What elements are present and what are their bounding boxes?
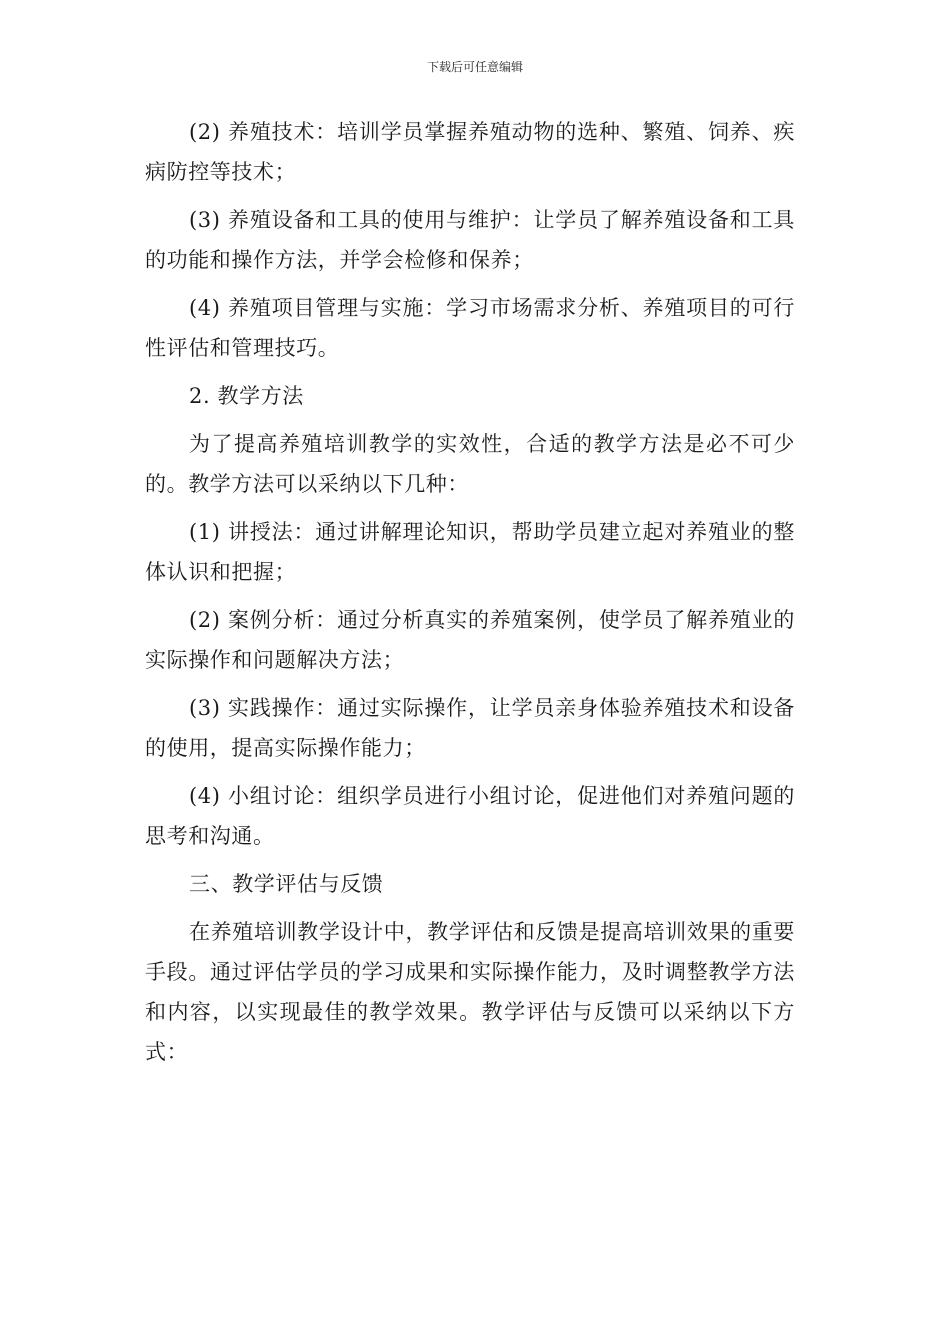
section-heading-evaluation: 三、教学评估与反馈 (189, 872, 384, 896)
paragraph-project-management: (4) 养殖项目管理与实施：学习市场需求分析、养殖项目的可行性评估和管理技巧。 (145, 296, 795, 360)
paragraph-group-discussion: (4) 小组讨论：组织学员进行小组讨论，促进他们对养殖问题的思考和沟通。 (145, 784, 795, 848)
document-body (145, 112, 795, 1080)
paragraph-lecture-method: (1) 讲授法：通过讲解理论知识，帮助学员建立起对养殖业的整体认识和把握； (145, 520, 795, 584)
page-header: 下载后可任意编辑 (426, 60, 523, 74)
paragraph-evaluation-intro: 在养殖培训教学设计中，教学评估和反馈是提高培训效果的重要手段。通过评估学员的学习成果和实际操作能力，及时调整教学方法和内容，以实现最佳的教学效果。教学评估与反馈可以采纳以下方式： (145, 920, 795, 1064)
paragraph-breeding-technique: (2) 养殖技术：培训学员掌握养殖动物的选种、繁殖、饲养、疾病防控等技术； (145, 120, 795, 184)
section-heading-teaching-methods: 2. 教学方法 (189, 384, 304, 408)
paragraph-case-analysis: (2) 案例分析：通过分析真实的养殖案例，使学员了解养殖业的实际操作和问题解决方法； (145, 608, 795, 672)
paragraph-methods-intro: 为了提高养殖培训教学的实效性，合适的教学方法是必不可少的。教学方法可以采纳以下几种： (145, 432, 795, 496)
paragraph-equipment-use: (3) 养殖设备和工具的使用与维护：让学员了解养殖设备和工具的功能和操作方法，并学会检修和保养； (145, 208, 795, 272)
paragraph-practice: (3) 实践操作：通过实际操作，让学员亲身体验养殖技术和设备的使用，提高实际操作能力； (145, 696, 795, 760)
